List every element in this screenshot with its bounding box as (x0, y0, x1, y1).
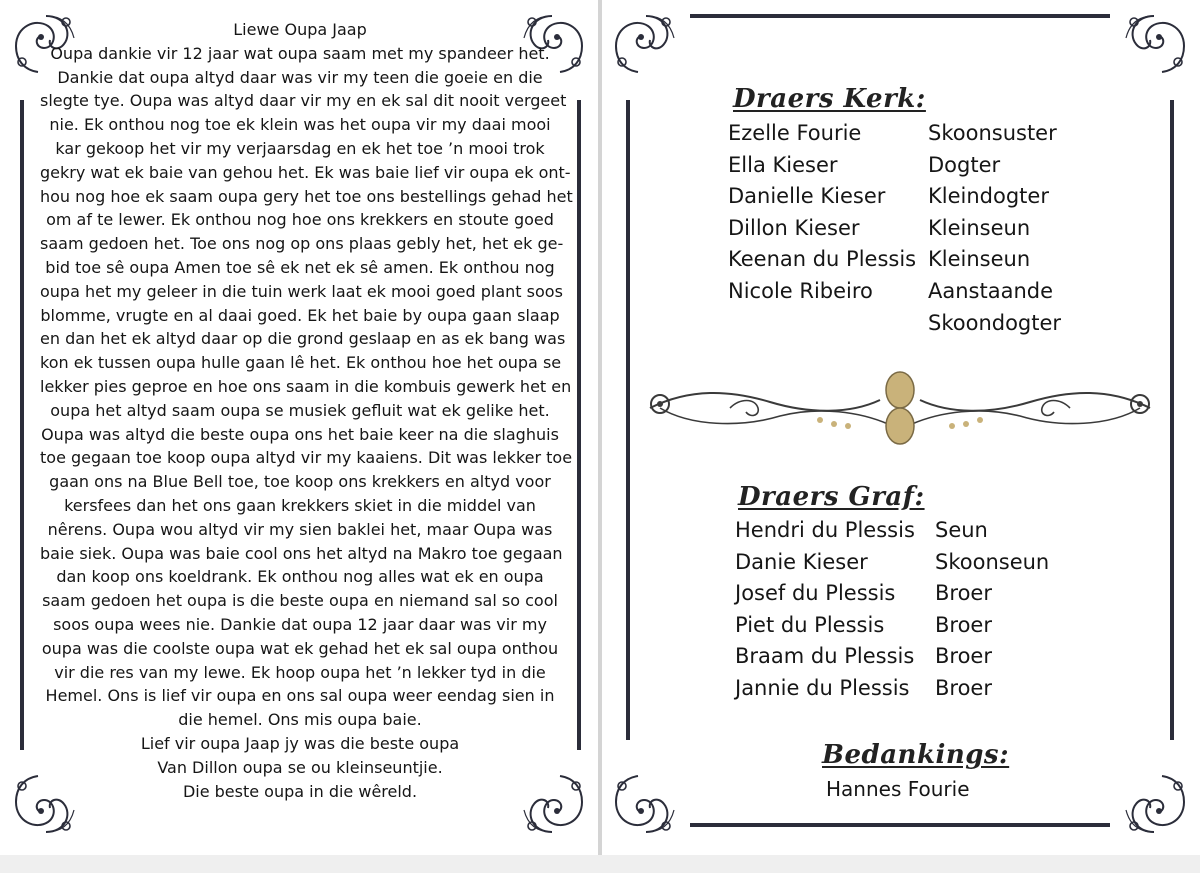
bearer-role: Dogter (928, 152, 1001, 177)
bearer-name (728, 308, 928, 340)
letter-closing: Die beste oupa in die wêreld. (182, 781, 418, 801)
flourish-divider (630, 368, 1170, 448)
list-item (728, 276, 1061, 308)
corner-ornament-top-left (608, 8, 678, 78)
bearer-role: Kleindogter (928, 184, 1049, 209)
letter-closing: Lief vir oupa Jaap jy was die beste oupa (140, 733, 460, 753)
corner-ornament-bottom-right (1122, 770, 1192, 840)
top-frame-line (690, 14, 1110, 18)
right-frame-line (577, 100, 581, 750)
letter-line: kar gekoop het vir my verjaarsdag en ek het toe ’n mooi trok (55, 138, 545, 158)
letter-line: lekker pies geproe en hoe ons saam in die kombuis gewerk het en (40, 376, 572, 396)
bearer-name: Nicole Ribeiro (728, 278, 873, 303)
letter-line: Hemel. Ons is lief vir oupa en ons sal oupa weer eendag sien in (45, 686, 555, 706)
list-item (735, 547, 1049, 579)
letter-line: nie. Ek onthou nog toe ek klein was het oupa vir my daai mooi (49, 115, 551, 135)
letter-line: hou nog hoe ek saam oupa gery het toe ons bestellings gehad het (40, 186, 573, 206)
church-bearers-heading: Draers Kerk: (733, 84, 926, 114)
corner-ornament-top-right (1122, 8, 1192, 78)
letter-line: oupa het altyd saam oupa se musiek gefluit wat ek gelike het. (50, 400, 550, 420)
bearer-name: Keenan du Plessis (728, 247, 917, 272)
list-item (735, 515, 1049, 547)
letter-line: saam gedoen het oupa is die beste oupa en niemand sal so cool (42, 591, 558, 611)
list-item (728, 244, 1061, 276)
bottom-frame-line (690, 823, 1110, 827)
bearer-name: Ella Kieser (728, 152, 838, 177)
letter-closing: Van Dillon oupa se ou kleinseuntjie. (157, 757, 443, 777)
letter-line: saam gedoen het. Toe ons nog op ons plaas gebly het, het ek ge- (40, 234, 564, 254)
letter-line: Oupa was altyd die beste oupa ons het baie keer na die slaghuis (41, 424, 559, 444)
letter-line: nêrens. Oupa wou altyd vir my sien baklei het, maar Oupa was (47, 519, 553, 539)
letter-line: om af te lewer. Ek onthou nog hoe ons krekkers en stoute goed (46, 210, 554, 230)
letter-line: vir die res van my lewe. Ek hoop oupa het ’n lekker tyd in die (54, 662, 546, 682)
bearer-role: Skoonseun (935, 549, 1050, 574)
letter-line: soos oupa wees nie. Dankie dat oupa 12 jaar daar was vir my (53, 614, 547, 634)
letter-line: en dan het ek altyd daar op die grond geslaap en as ek bang was (40, 329, 566, 349)
letter-line: die hemel. Ons mis oupa baie. (178, 710, 422, 730)
right-frame-line (1170, 100, 1174, 740)
letter-line: oupa het my geleer in die tuin werk laat ek mooi goed plant soos (40, 281, 563, 301)
letter-line: slegte tye. Oupa was altyd daar vir my en ek sal dit nooit vergeet (40, 91, 567, 111)
bearer-role: Skoonsuster (928, 121, 1057, 145)
bearer-role: Kleinseun (928, 215, 1031, 240)
letter-line: bid toe sê oupa Amen toe sê ek net ek sê amen. Ek onthou nog (45, 257, 555, 277)
list-item (728, 213, 1061, 245)
thanks-heading: Bedankings: (822, 740, 1010, 770)
list-item (728, 150, 1061, 182)
letter-line: gaan ons na Blue Bell toe, toe koop ons krekkers en altyd voor (49, 472, 551, 492)
letter-line: oupa was die coolste oupa wat ek gehad het ek sal oupa onthou (41, 638, 559, 658)
list-item (735, 641, 1049, 673)
list-item (728, 181, 1061, 213)
letter-line: blomme, vrugte en al daai goed. Ek het baie by oupa gaan slaap (40, 305, 560, 325)
bearer-role: Aanstaande (928, 278, 1054, 303)
corner-ornament-bottom-left (608, 770, 678, 840)
bearer-name: Danielle Kieser (728, 184, 886, 209)
church-bearers-list (728, 118, 1061, 339)
grave-bearers-heading: Draers Graf: (738, 482, 925, 512)
list-item (735, 673, 1049, 705)
bearer-name: Piet du Plessis (735, 612, 885, 637)
bearer-role: Kleinseun (928, 247, 1031, 272)
list-item (728, 118, 1061, 150)
letter-line: dan koop ons koeldrank. Ek onthou nog alles wat ek en oupa (56, 567, 544, 587)
thanks-name: Hannes Fourie (826, 777, 970, 801)
letter-text (40, 18, 573, 803)
bearer-role: Broer (935, 644, 992, 669)
bearer-name: Dillon Kieser (728, 215, 860, 240)
letter-line: Dankie dat oupa altyd daar was vir my teen die goeie en die (57, 67, 543, 87)
bearer-role: Broer (935, 675, 992, 700)
bearer-role: Broer (935, 581, 992, 606)
grave-bearers-list (735, 515, 1049, 705)
letter-line: gekry wat ek baie van gehou het. Ek was baie lief vir oupa ek ont- (40, 162, 571, 182)
list-item (728, 308, 1061, 340)
bearer-name: Jannie du Plessis (735, 675, 910, 700)
list-item (735, 610, 1049, 642)
bearer-role: Skoondogter (928, 310, 1062, 335)
bearer-role: Seun (935, 518, 988, 542)
left-frame-line (20, 100, 24, 750)
bearer-name: Josef du Plessis (735, 581, 896, 606)
bearer-name: Danie Kieser (735, 549, 868, 574)
bearer-name: Hendri du Plessis (735, 518, 915, 542)
left-page (0, 0, 598, 873)
bearer-role: Broer (935, 612, 992, 637)
bearer-name: Braam du Plessis (735, 644, 915, 669)
letter-line: kon ek tussen oupa hulle gaan lê het. Ek onthou hoe het oupa se (40, 353, 562, 373)
letter-line: kersfees dan het ons gaan krekkers skiet in die middel van (64, 495, 536, 515)
letter-line: toe gegaan toe koop oupa altyd vir my kaaiens. Dit was lekker toe (40, 448, 573, 468)
letter-line: baie siek. Oupa was baie cool ons het altyd na Makro toe gegaan (40, 543, 563, 563)
letter-line: Oupa dankie vir 12 jaar wat oupa saam met my spandeer het. (50, 43, 550, 63)
page-bottom-edge (0, 855, 1200, 873)
list-item (735, 578, 1049, 610)
letter-greeting: Liewe Oupa Jaap (233, 20, 367, 39)
bearer-name: Ezelle Fourie (728, 121, 862, 145)
